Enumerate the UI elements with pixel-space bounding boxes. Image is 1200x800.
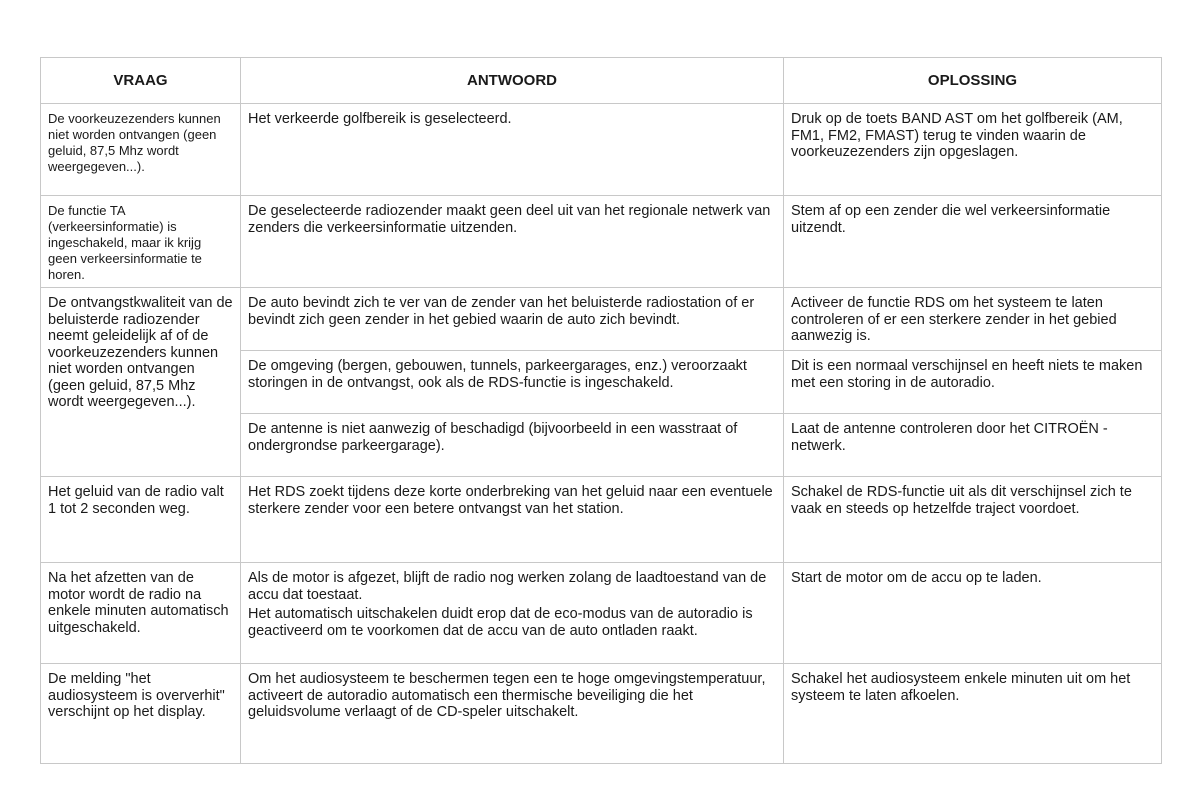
solution-cell: Druk op de toets BAND AST om het golfbereik (AM, FM1, FM2, FMAST) terug te vinden waarin de voorkeuzezenders zijn opgeslagen. bbox=[784, 104, 1162, 196]
question-cell: Het geluid van de radio valt 1 tot 2 seconden weg. bbox=[41, 477, 241, 563]
answer-text: De geselecteerde radiozender maakt geen deel uit van het regionale netwerk van zenders die verkeersinformatie uitzenden. bbox=[248, 203, 771, 236]
header-answer: ANTWOORD bbox=[241, 58, 784, 104]
answer-cell bbox=[241, 563, 784, 664]
solution-cell: Dit is een normaal verschijnsel en heeft niets te maken met een storing in de autoradio. bbox=[784, 351, 1162, 414]
header-question: VRAAG bbox=[41, 58, 241, 104]
solution-cell: Laat de antenne controleren door het CITROËN -netwerk. bbox=[784, 414, 1162, 477]
answer-cell bbox=[241, 664, 784, 764]
table-row bbox=[41, 104, 1162, 196]
solution-cell: Start de motor om de accu op te laden. bbox=[784, 563, 1162, 664]
table-row bbox=[41, 563, 1162, 664]
header-solution: OPLOSSING bbox=[784, 58, 1162, 104]
table-row bbox=[41, 477, 1162, 563]
table-header-row bbox=[41, 58, 1162, 104]
question-cell: Na het afzetten van de motor wordt de radio na enkele minuten automatisch uitgeschakeld. bbox=[41, 563, 241, 664]
answer-cell bbox=[241, 477, 784, 563]
answer-cell bbox=[241, 196, 784, 288]
answer-cell bbox=[241, 288, 784, 351]
answer-text: De antenne is niet aanwezig of beschadigd (bijvoorbeeld in een wasstraat of ondergrondse parkeergarage). bbox=[248, 421, 738, 454]
solution-cell: Activeer de functie RDS om het systeem te laten controleren of er een sterkere zender in het gebied aanwezig is. bbox=[784, 288, 1162, 351]
question-cell: De voorkeuzezenders kunnen niet worden ontvangen (geen geluid, 87,5 Mhz wordt weergegeven...). bbox=[41, 104, 241, 196]
solution-cell: Schakel het audiosysteem enkele minuten uit om het systeem te laten afkoelen. bbox=[784, 664, 1162, 764]
troubleshooting-table bbox=[40, 57, 1162, 764]
answer-text: Het verkeerde golfbereik is geselecteerd. bbox=[248, 111, 512, 127]
solution-cell: Stem af op een zender die wel verkeersinformatie uitzendt. bbox=[784, 196, 1162, 288]
table-row bbox=[41, 196, 1162, 288]
answer-cell bbox=[241, 351, 784, 414]
question-cell: De ontvangstkwaliteit van de beluisterde radiozender neemt geleidelijk af of de voorkeuzezenders kunnen niet worden ontvangen (geen geluid, 87,5 Mhz wordt weergegeven...). bbox=[41, 288, 241, 477]
question-cell: De functie TA (verkeersinformatie) is ingeschakeld, maar ik krijg geen verkeersinformatie te horen. bbox=[41, 196, 241, 288]
table-row bbox=[41, 664, 1162, 764]
solution-cell: Schakel de RDS-functie uit als dit verschijnsel zich te vaak en steeds op hetzelfde traject voordoet. bbox=[784, 477, 1162, 563]
answer-text: Als de motor is afgezet, blijft de radio nog werken zolang de laadtoestand van de accu dat toestaat. bbox=[248, 570, 767, 603]
answer-text: De omgeving (bergen, gebouwen, tunnels, parkeergarages, enz.) veroorzaakt storingen in de ontvangst, ook als de RDS-functie is ingeschakeld. bbox=[248, 358, 747, 391]
answer-text-2: Het automatisch uitschakelen duidt erop dat de eco-modus van de autoradio is geactiveerd om te voorkomen dat de accu van de auto ontladen raakt. bbox=[248, 606, 753, 639]
answer-cell bbox=[241, 414, 784, 477]
answer-text: Het RDS zoekt tijdens deze korte onderbreking van het geluid naar een eventuele sterkere zender voor een betere ontvangst van het station. bbox=[248, 484, 773, 517]
answer-cell bbox=[241, 104, 784, 196]
answer-text: Om het audiosysteem te beschermen tegen een te hoge omgevingstemperatuur, activeert de autoradio automatisch een thermische beveiliging die het geluidsvolume verlaagt of de CD-speler uitschakelt. bbox=[248, 671, 766, 720]
question-cell: De melding "het audiosysteem is oververhit" verschijnt op het display. bbox=[41, 664, 241, 764]
table-row bbox=[41, 288, 1162, 351]
answer-text: De auto bevindt zich te ver van de zender van het beluisterde radiostation of er bevindt zich geen zender in het gebied waarin de auto zich bevindt. bbox=[248, 295, 755, 328]
